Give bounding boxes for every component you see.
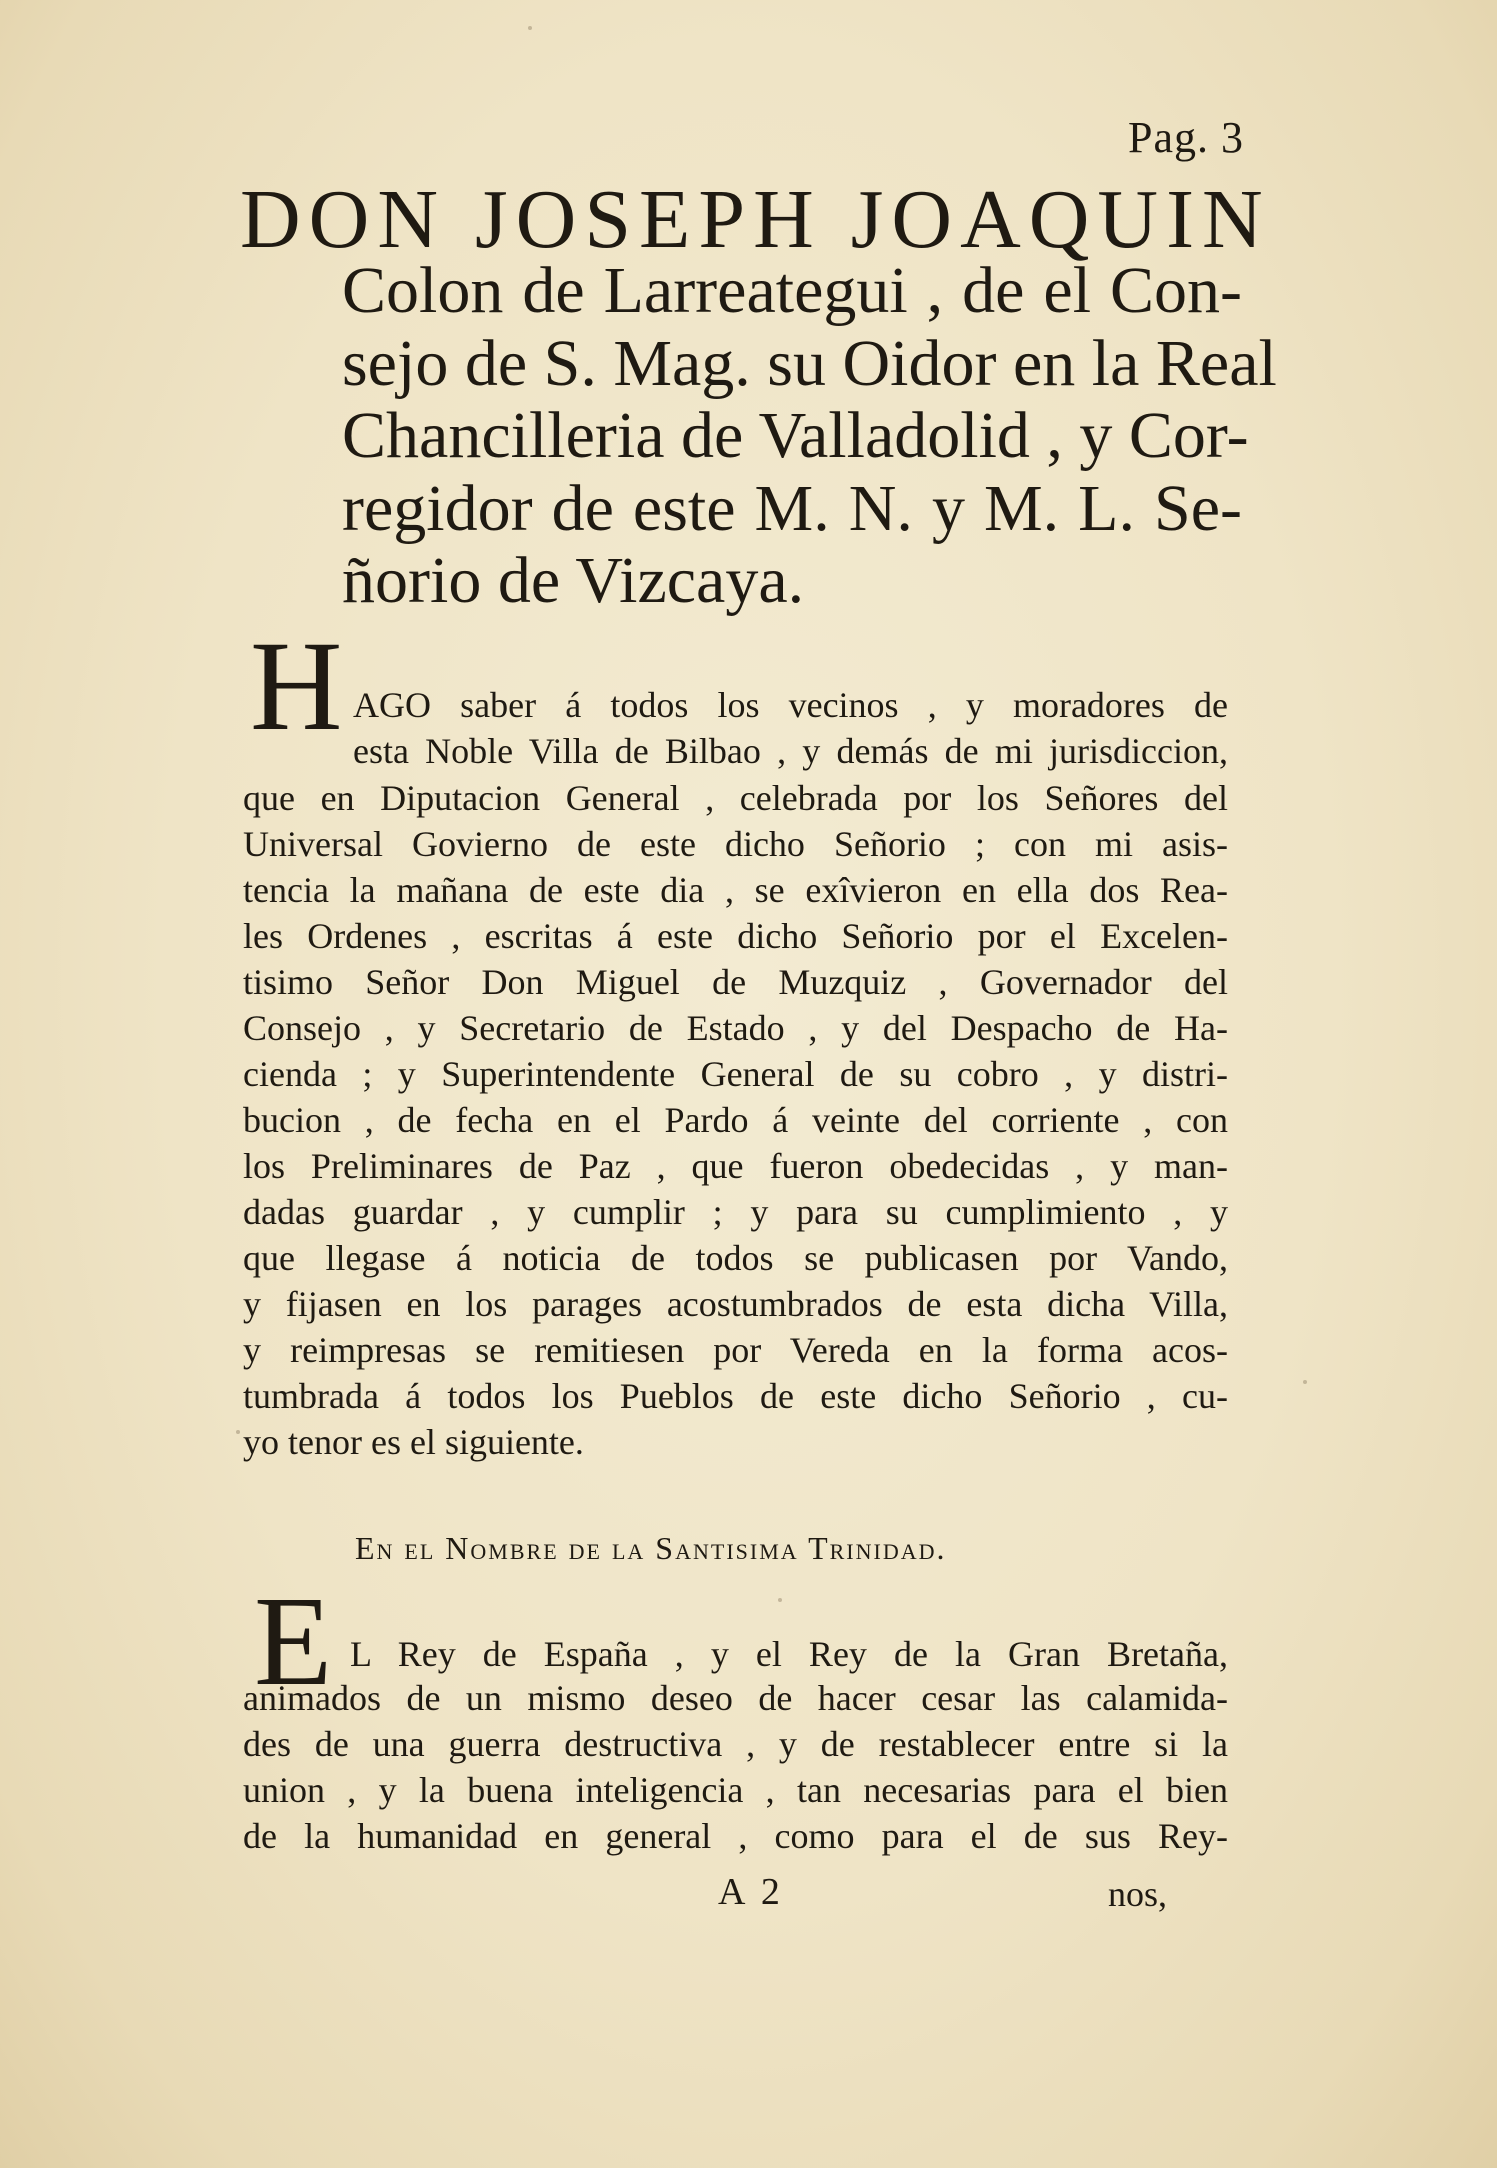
header-title: DON JOSEPH JOAQUIN bbox=[240, 173, 1271, 266]
paragraph-line: tisimo Señor Don Miguel de Muzquiz , Governador del bbox=[243, 962, 1228, 1002]
signature-mark: A 2 bbox=[718, 1871, 784, 1913]
page-number: Pag. 3 bbox=[1128, 113, 1244, 162]
paragraph-line: que llegase á noticia de todos se publicasen por Vando, bbox=[243, 1238, 1228, 1278]
second-paragraph-dropcap: E bbox=[254, 1570, 333, 1712]
paragraph-line: Universal Govierno de este dicho Señorio ; con mi asis- bbox=[243, 824, 1228, 864]
paragraph-line: des de una guerra destructiva , y de restablecer entre si la bbox=[243, 1724, 1228, 1764]
paragraph-line: y reimpresas se remitiesen por Vereda en la forma acos- bbox=[243, 1330, 1228, 1370]
paragraph-line: tencia la mañana de este dia , se exîvieron en ella dos Rea- bbox=[243, 870, 1228, 910]
first-paragraph-body bbox=[243, 775, 1228, 1465]
header-line: regidor de este M. N. y M. L. Se- bbox=[342, 471, 1242, 545]
paragraph-line: bucion , de fecha en el Pardo á veinte del corriente , con bbox=[243, 1100, 1228, 1140]
header-line: ñorio de Vizcaya. bbox=[342, 544, 805, 617]
paper-speck bbox=[528, 26, 532, 30]
second-paragraph-body bbox=[243, 1675, 1228, 1859]
paper-speck bbox=[1303, 1380, 1307, 1384]
paragraph-line: animados de un mismo deseo de hacer cesar las calamida- bbox=[243, 1678, 1228, 1718]
paragraph-line: los Preliminares de Paz , que fueron obedecidas , y man- bbox=[243, 1146, 1228, 1186]
paragraph-line: AGO saber á todos los vecinos , y moradores de bbox=[353, 685, 1228, 725]
header-line: Colon de Larreategui , de el Con- bbox=[342, 254, 1242, 327]
paragraph-line: y fijasen en los parages acostumbrados de esta dicha Villa, bbox=[243, 1284, 1228, 1324]
header-line: Chancilleria de Valladolid , y Cor- bbox=[342, 399, 1249, 472]
paragraph-line: union , y la buena inteligencia , tan necesarias para el bien bbox=[243, 1770, 1228, 1810]
paragraph-line: L Rey de España , y el Rey de la Gran Bretaña, bbox=[350, 1634, 1228, 1674]
header-lines bbox=[342, 254, 1277, 618]
paper-speck bbox=[778, 1598, 782, 1602]
paragraph-line: de la humanidad en general , como para el de sus Rey- bbox=[243, 1816, 1228, 1856]
catchword: nos, bbox=[1108, 1874, 1168, 1914]
paper-speck bbox=[236, 1430, 240, 1434]
header-line: sejo de S. Mag. su Oidor en la Real bbox=[342, 326, 1277, 400]
first-paragraph-opening-lines bbox=[353, 682, 1228, 774]
paragraph-line: esta Noble Villa de Bilbao , y demás de mi jurisdiccion, bbox=[353, 731, 1228, 771]
paragraph-line: tumbrada á todos los Pueblos de este dicho Señorio , cu- bbox=[243, 1376, 1228, 1416]
paragraph-line: yo tenor es el siguiente. bbox=[243, 1422, 584, 1462]
paragraph-line: cienda ; y Superintendente General de su cobro , y distri- bbox=[243, 1054, 1228, 1094]
section-heading: En el Nombre de la Santisima Trinidad. bbox=[355, 1530, 947, 1566]
second-paragraph-opening-line bbox=[350, 1631, 1228, 1677]
paragraph-line: Consejo , y Secretario de Estado , y del Despacho de Ha- bbox=[243, 1008, 1228, 1048]
first-paragraph-dropcap: H bbox=[250, 615, 343, 757]
paragraph-line: les Ordenes , escritas á este dicho Señorio por el Excelen- bbox=[243, 916, 1228, 956]
paragraph-line: que en Diputacion General , celebrada por los Señores del bbox=[243, 778, 1228, 818]
paragraph-line: dadas guardar , y cumplir ; y para su cumplimiento , y bbox=[243, 1192, 1228, 1232]
